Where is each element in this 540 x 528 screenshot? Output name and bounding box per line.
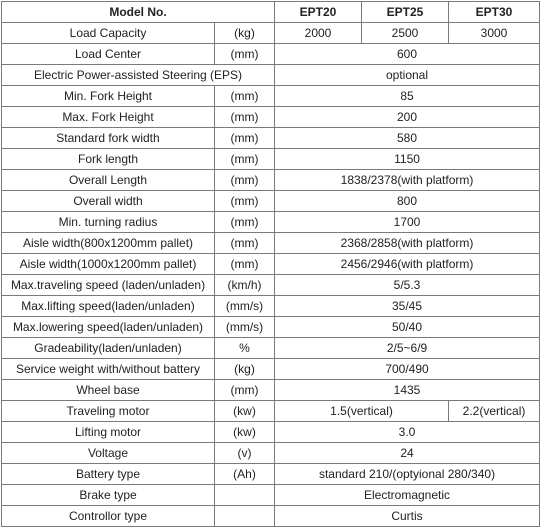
param-label: Electric Power-assisted Steering (EPS) <box>2 65 275 86</box>
unit-cell: (mm/s) <box>215 317 275 338</box>
param-label: Load Center <box>2 44 215 65</box>
param-label: Max.lowering speed(laden/unladen) <box>2 317 215 338</box>
param-label: Lifting motor <box>2 422 215 443</box>
unit-cell: (mm) <box>215 128 275 149</box>
unit-cell: (mm) <box>215 86 275 107</box>
table-row <box>2 380 540 401</box>
value-cell: 200 <box>275 107 540 128</box>
value-cell: 5/5.3 <box>275 275 540 296</box>
unit-cell: (km/h) <box>215 275 275 296</box>
table-row <box>2 23 540 44</box>
table-row <box>2 149 540 170</box>
value-cell: 2.2(vertical) <box>449 401 540 422</box>
value-cell: 35/45 <box>275 296 540 317</box>
param-label: Battery type <box>2 464 215 485</box>
table-row <box>2 485 540 506</box>
unit-cell: (mm) <box>215 149 275 170</box>
param-label: Standard fork width <box>2 128 215 149</box>
value-cell: 1700 <box>275 212 540 233</box>
table-row <box>2 338 540 359</box>
unit-cell: (kg) <box>215 359 275 380</box>
model-header: Model No. <box>2 2 275 23</box>
table-row <box>2 506 540 527</box>
unit-cell: (mm) <box>215 212 275 233</box>
table-row <box>2 422 540 443</box>
param-label: Overall Length <box>2 170 215 191</box>
param-label: Max. Fork Height <box>2 107 215 128</box>
value-cell: standard 210/(optyional 280/340) <box>275 464 540 485</box>
table-row <box>2 212 540 233</box>
table-row <box>2 86 540 107</box>
unit-cell: (mm) <box>215 44 275 65</box>
model-ept20-header: EPT20 <box>275 2 362 23</box>
param-label: Max.traveling speed (laden/unladen) <box>2 275 215 296</box>
value-cell: 2500 <box>362 23 449 44</box>
value-cell: 85 <box>275 86 540 107</box>
unit-cell: (mm/s) <box>215 296 275 317</box>
value-cell: 1.5(vertical) <box>275 401 449 422</box>
param-label: Brake type <box>2 485 215 506</box>
unit-cell: (mm) <box>215 254 275 275</box>
value-cell: Curtis <box>275 506 540 527</box>
unit-cell: (kw) <box>215 422 275 443</box>
param-label: Min. turning radius <box>2 212 215 233</box>
param-label: Overall width <box>2 191 215 212</box>
param-label: Aisle width(800x1200mm pallet) <box>2 233 215 254</box>
unit-cell: (mm) <box>215 191 275 212</box>
value-cell: 1838/2378(with platform) <box>275 170 540 191</box>
param-label: Min. Fork Height <box>2 86 215 107</box>
table-row <box>2 359 540 380</box>
unit-cell: (mm) <box>215 170 275 191</box>
param-label: Max.lifting speed(laden/unladen) <box>2 296 215 317</box>
value-cell: 24 <box>275 443 540 464</box>
param-label: Load Capacity <box>2 23 215 44</box>
table-row <box>2 233 540 254</box>
param-label: Gradeability(laden/unladen) <box>2 338 215 359</box>
table-row <box>2 296 540 317</box>
value-cell: 700/490 <box>275 359 540 380</box>
unit-cell <box>215 485 275 506</box>
table-row <box>2 191 540 212</box>
unit-cell: (mm) <box>215 380 275 401</box>
value-cell: 50/40 <box>275 317 540 338</box>
table-row <box>2 401 540 422</box>
model-ept25-header: EPT25 <box>362 2 449 23</box>
table-row <box>2 254 540 275</box>
unit-cell: (Ah) <box>215 464 275 485</box>
value-cell: 1150 <box>275 149 540 170</box>
param-label: Wheel base <box>2 380 215 401</box>
value-cell: 580 <box>275 128 540 149</box>
param-label: Controllor type <box>2 506 215 527</box>
value-cell: 3000 <box>449 23 540 44</box>
table-row <box>2 317 540 338</box>
value-cell: 2000 <box>275 23 362 44</box>
value-cell: 600 <box>275 44 540 65</box>
param-label: Aisle width(1000x1200mm pallet) <box>2 254 215 275</box>
value-cell: 800 <box>275 191 540 212</box>
param-label: Traveling motor <box>2 401 215 422</box>
table-row <box>2 44 540 65</box>
table-row <box>2 128 540 149</box>
value-cell: 2456/2946(with platform) <box>275 254 540 275</box>
table-row <box>2 107 540 128</box>
value-cell: 3.0 <box>275 422 540 443</box>
unit-cell: (mm) <box>215 107 275 128</box>
value-cell: 2368/2858(with platform) <box>275 233 540 254</box>
value-cell: Electromagnetic <box>275 485 540 506</box>
spec-table <box>1 1 540 527</box>
param-label: Fork length <box>2 149 215 170</box>
table-row <box>2 275 540 296</box>
table-row <box>2 170 540 191</box>
table-row <box>2 464 540 485</box>
unit-cell: (mm) <box>215 233 275 254</box>
unit-cell: (v) <box>215 443 275 464</box>
unit-cell: (kg) <box>215 23 275 44</box>
value-cell: 1435 <box>275 380 540 401</box>
value-cell: optional <box>275 65 540 86</box>
param-label: Voltage <box>2 443 215 464</box>
model-ept30-header: EPT30 <box>449 2 540 23</box>
table-header-row <box>2 2 540 23</box>
unit-cell: % <box>215 338 275 359</box>
value-cell: 2/5~6/9 <box>275 338 540 359</box>
table-row <box>2 443 540 464</box>
table-row <box>2 65 540 86</box>
unit-cell: (kw) <box>215 401 275 422</box>
param-label: Service weight with/without battery <box>2 359 215 380</box>
unit-cell <box>215 506 275 527</box>
